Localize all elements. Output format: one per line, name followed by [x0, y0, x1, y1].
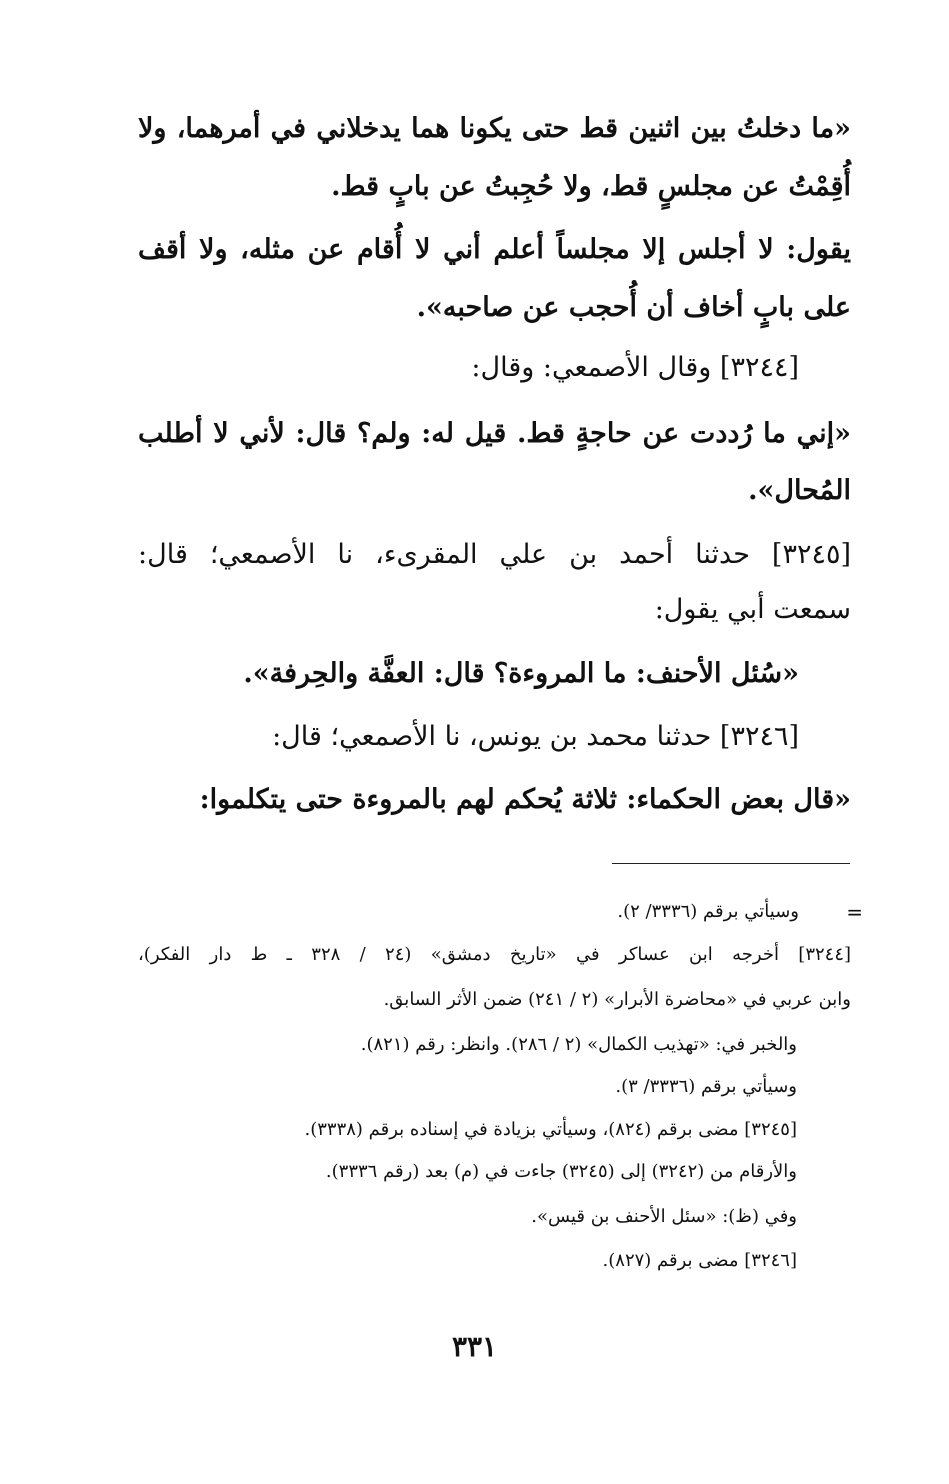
- footnote-divider: [612, 863, 850, 864]
- footnote-line-3: وابن عربي في «محاضرة الأبرار» (٢ / ٢٤١) ضمن الأثر السابق.: [383, 989, 851, 1010]
- page-number: ٣٣١: [451, 1330, 498, 1363]
- hadith-3244-intro: [٣٢٤٤] وقال الأصمعي: وقال:: [471, 352, 799, 383]
- main-line-3: يقول: لا أجلس إلا مجلساً أعلم أني لا أُقام عن مثله، ولا أقف: [138, 234, 851, 265]
- main-line-6: «إني ما رُددت عن حاجةٍ قط. قيل له: ولم؟ قال: لأني لا أطلب: [138, 418, 851, 449]
- main-line-1: «ما دخلتُ بين اثنين قط حتى يكونا هما يدخلاني في أمرهما، ولا: [138, 113, 851, 144]
- main-line-2: أُقِمْتُ عن مجلسٍ قط، ولا حُجِبتُ عن بابٍ قط.: [331, 171, 851, 202]
- main-line-4: على بابٍ أخاف أن أُحجب عن صاحبه».: [416, 292, 851, 323]
- footnote-line-4: والخبر في: «تهذيب الكمال» (٢ / ٢٨٦). وانظر: رقم (٨٢١).: [360, 1034, 797, 1055]
- footnote-line-7: والأرقام من (٣٢٤٢) إلى (٣٢٤٥) جاءت في (م) بعد (رقم ٣٣٣٦).: [325, 1161, 797, 1182]
- footnote-line-2: [٣٢٤٤] أخرجه ابن عساكر في «تاريخ دمشق» (٢٤ / ٣٢٨ ـ ط دار الفكر)،: [138, 944, 852, 965]
- footnote-line-1: وسيأتي برقم (٣٣٣٦/ ٢).: [617, 901, 799, 922]
- footnote-line-6: [٣٢٤٥] مضى برقم (٨٢٤)، وسيأتي بزيادة في إسناده برقم (٣٣٣٨).: [304, 1119, 797, 1140]
- hadith-3245-intro: [٣٢٤٥] حدثنا أحمد بن علي المقرىء، نا الأصمعي؛ قال:: [138, 539, 851, 570]
- main-line-10: «سُئل الأحنف: ما المروءة؟ قال: العفَّة والحِرفة».: [243, 658, 799, 689]
- main-line-7: المُحال».: [748, 475, 851, 506]
- main-line-9: سمعت أبي يقول:: [654, 594, 851, 625]
- footnote-continuation-marker: =: [846, 900, 863, 924]
- hadith-3246-intro: [٣٢٤٦] حدثنا محمد بن يونس، نا الأصمعي؛ قال:: [272, 721, 799, 752]
- footnote-line-8: وفي (ظ): «سئل الأحنف بن قيس».: [531, 1206, 797, 1227]
- footnote-line-5: وسيأتي برقم (٣٣٣٦/ ٣).: [615, 1076, 797, 1097]
- footnote-line-9: [٣٢٤٦] مضى برقم (٨٢٧).: [602, 1250, 797, 1271]
- main-line-12: «قال بعض الحكماء: ثلاثة يُحكم لهم بالمروءة حتى يتكلموا:: [199, 784, 851, 815]
